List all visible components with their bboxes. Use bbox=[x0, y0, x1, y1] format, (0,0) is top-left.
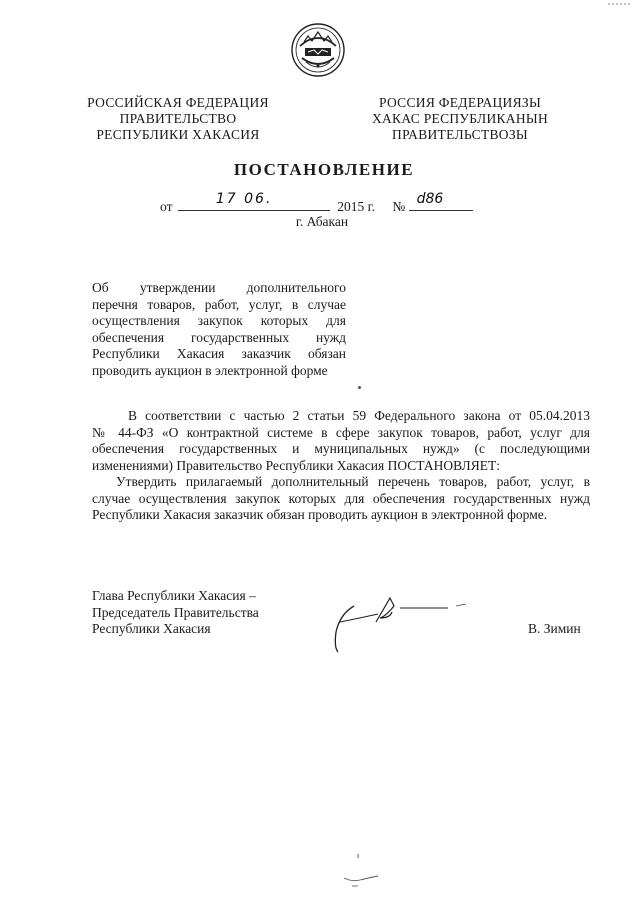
signatory-position bbox=[92, 588, 259, 638]
date-prefix: от bbox=[160, 199, 173, 214]
document-subject bbox=[92, 280, 346, 379]
date-field bbox=[178, 191, 330, 211]
header-left-line-3: РЕСПУБЛИКИ ХАКАСИЯ bbox=[96, 127, 260, 142]
city: г. Абакан bbox=[295, 214, 349, 229]
paragraph-line: Утвердить прилагаемый дополнительный перечень товаров, работ, услуг, в bbox=[116, 474, 590, 489]
header-right bbox=[360, 95, 560, 143]
paragraph-line: № 44-ФЗ «О контрактной системе в сфере закупок товаров, работ, услуг для bbox=[92, 424, 590, 440]
paragraph-line: В соответствии с частью 2 статьи 59 Федерального закона от 05.04.2013 bbox=[128, 408, 590, 423]
subject-line: обеспечения государственных нужд bbox=[92, 329, 346, 345]
stray-dot bbox=[358, 386, 361, 389]
header-right-line-2: ХАКАС РЕСПУБЛИКАНЫН bbox=[371, 111, 549, 126]
header-left-line-1: РОССИЙСКАЯ ФЕДЕРАЦИЯ bbox=[87, 95, 269, 110]
paragraph-line: случае осуществления закупок которых для обеспечения государственных нужд bbox=[92, 490, 590, 506]
body-paragraph-1 bbox=[92, 408, 590, 474]
paragraph-line: обеспечения государственных и муниципальных нужд» (с последующими bbox=[92, 441, 590, 456]
header-left bbox=[78, 95, 278, 143]
subject-line: Республики Хакасия заказчик обязан bbox=[92, 346, 346, 361]
handwritten-signature bbox=[320, 588, 480, 660]
number-field bbox=[409, 191, 473, 211]
body-paragraph-2 bbox=[92, 474, 590, 524]
document-title: ПОСТАНОВЛЕНИЕ bbox=[233, 160, 415, 179]
date-number-line bbox=[160, 191, 473, 215]
date-handwritten: 17 06. bbox=[215, 191, 273, 207]
header-left-line-2: ПРАВИТЕЛЬСТВО bbox=[119, 111, 237, 126]
header-right-line-3: ПРАВИТЕЛЬСТВОЗЫ bbox=[392, 127, 528, 142]
number-handwritten: d86 bbox=[416, 191, 444, 207]
paragraph-line: изменениями) Правительство Республики Хакасия ПОСТАНОВЛЯЕТ: bbox=[92, 457, 500, 473]
subject-line: перечня товаров, работ, услуг, в случае bbox=[92, 296, 346, 312]
position-line: Республики Хакасия bbox=[92, 621, 211, 636]
subject-line: Об утверждении дополнительного bbox=[92, 280, 346, 295]
header-right-line-1: РОССИЯ ФЕДЕРАЦИЯЗЫ bbox=[378, 95, 542, 110]
corner-mark bbox=[606, 0, 636, 8]
number-label: № bbox=[392, 199, 406, 214]
year-text: 2015 г. bbox=[337, 199, 375, 214]
subject-line: осуществления закупок которых для bbox=[92, 313, 346, 328]
paragraph-line: Республики Хакасия заказчик обязан проводить аукцион в электронной форме. bbox=[92, 507, 548, 522]
coat-of-arms-icon bbox=[290, 22, 346, 78]
position-line: Председатель Правительства bbox=[92, 604, 259, 620]
subject-line: проводить аукцион в электронной форме bbox=[92, 362, 328, 378]
signer-name: В. Зимин bbox=[528, 621, 581, 636]
scribble-mark bbox=[330, 852, 390, 892]
position-line: Глава Республики Хакасия – bbox=[92, 588, 256, 603]
